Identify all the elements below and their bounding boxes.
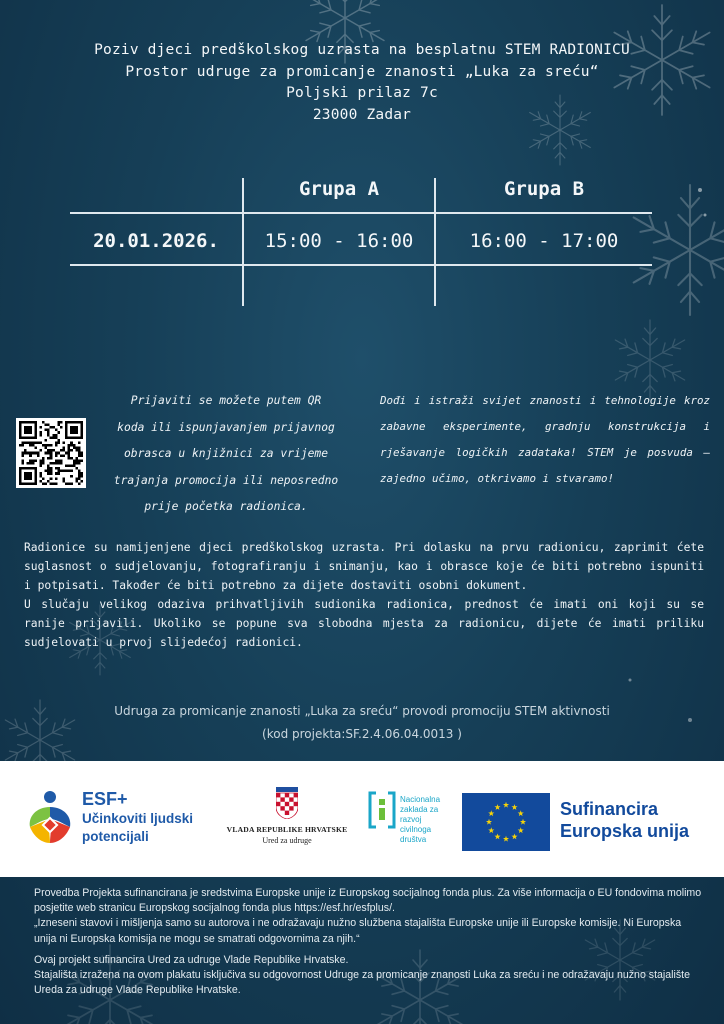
group-a-time: 15:00 - 16:00 bbox=[264, 230, 414, 252]
gov-name: VLADA REPUBLIKE HRVATSKE bbox=[226, 825, 348, 834]
esf-subtitle: potencijali bbox=[82, 829, 149, 844]
legal-footer bbox=[34, 886, 702, 998]
nz-text bbox=[400, 795, 440, 845]
header-title: Poziv djeci predškolskog uzrasta na besplatnu STEM RADIONICU bbox=[94, 42, 630, 58]
qr-code-image bbox=[19, 421, 83, 485]
signup-line: koda ili ispunjavanjem prijavnog bbox=[117, 420, 335, 434]
gov-office: Ured za udruge bbox=[262, 836, 312, 845]
nz-line: društva bbox=[400, 835, 427, 844]
schedule-table bbox=[70, 178, 652, 308]
eu-name: Europska unija bbox=[560, 821, 690, 841]
group-a-header: Grupa A bbox=[298, 178, 380, 200]
eu-cofinanced: Sufinancira bbox=[560, 799, 659, 819]
eu-flag-icon bbox=[462, 793, 550, 851]
signup-line: obrasca u knjižnici za vrijeme bbox=[123, 447, 329, 460]
funding-logos-strip bbox=[0, 761, 724, 877]
project-code: (kod projekta:SF.2.4.06.04.0013 ) bbox=[262, 727, 462, 741]
nacionalna-zaklada-icon bbox=[368, 791, 396, 829]
table-divider bbox=[70, 212, 652, 214]
nz-line: civilnoga bbox=[400, 825, 432, 834]
info-paragraph: U slučaju velikog odaziva prihvatljivih sudionika radionica, prednost će imati oni koji su se ranije prijavili. Ukoliko se popune sva slobodna mjesta za radionicu, dijete će imati priliku sudjelovati u prvoj slijedećoj radionici. bbox=[24, 598, 704, 649]
signup-line: Prijaviti se možete putem QR bbox=[130, 394, 322, 407]
table-divider bbox=[70, 264, 652, 266]
esf-subtitle: Učinkoviti ljudski bbox=[82, 811, 194, 826]
footer-paragraph: „Izneseni stavovi i mišljenja samo su autorova i ne odražavaju nužno službena stajališta Europske unije ili Europske komisije. Ni Europska unija ni Europska komisija ne mogu se smatrati odgovornima za njih.“ bbox=[34, 917, 682, 945]
qr-code[interactable] bbox=[16, 418, 86, 488]
footer-paragraph: Provedba Projekta sufinancirana je sredstvima Europske unije iz Europskog socijalnog fonda plus. Za više informacija o EU fondovima molimo posjetite web stranicu Europskog socijalnog fonda plus https://esf.hr/esfplus/. bbox=[34, 887, 702, 915]
esf-pinwheel-icon bbox=[24, 789, 76, 847]
invite-text: Dođi i istraži svijet znanosti i tehnologije kroz zabavne eksperimente, gradnju konstrukcija i rješavanje logičkih zadataka! STEM je posvuda – zajedno učimo, otkrivamo i stvaramo! bbox=[380, 394, 710, 485]
header-venue: Prostor udruge za promicanje znanosti „Luka za sreću“ bbox=[125, 63, 599, 80]
nz-line: Nacionalna bbox=[400, 795, 441, 804]
nz-line: razvoj bbox=[400, 815, 422, 824]
group-b-header: Grupa B bbox=[503, 178, 585, 200]
workshop-info bbox=[24, 538, 704, 652]
footer-paragraph: Stajališta izražena na ovom plakatu isključiva su odgovornost Udruge za promicanje znanosti Luka za sreću i ne odražavaju nužno stajalište Ureda za udruge Vlade Republike Hrvatske. bbox=[34, 969, 690, 997]
signup-instructions bbox=[96, 388, 356, 521]
footer-paragraph: Ovaj projekt sufinancira Ured za udruge Vlade Republike Hrvatske. bbox=[34, 953, 349, 966]
esf-title: ESF+ bbox=[82, 789, 128, 809]
signup-line: prije početka radionica. bbox=[144, 500, 308, 513]
invitation-header bbox=[0, 40, 724, 126]
signup-line: trajanja promocija ili neposredno bbox=[113, 473, 339, 487]
promo-line: Udruga za promicanje znanosti „Luka za sreću“ provodi promociju STEM aktivnosti bbox=[114, 704, 610, 718]
group-b-time: 16:00 - 17:00 bbox=[469, 230, 619, 252]
nz-line: zaklada za bbox=[400, 805, 439, 814]
workshop-date: 20.01.2026. bbox=[93, 230, 219, 252]
header-street: Poljski prilaz 7c bbox=[286, 85, 438, 101]
croatian-coat-of-arms-icon bbox=[276, 787, 298, 819]
header-city: 23000 Zadar bbox=[312, 106, 412, 123]
info-paragraph: Radionice su namijenjene djeci predškolskog uzrasta. Pri dolasku na prvu radionicu, zaprimit ćete suglasnost o sudjelovanju, fotografiranju i snimanju, kao i obrasce koje će biti potrebno ispuniti i potpisati. Također će biti potrebno za dijete dostaviti osobni dokument. bbox=[24, 541, 704, 592]
